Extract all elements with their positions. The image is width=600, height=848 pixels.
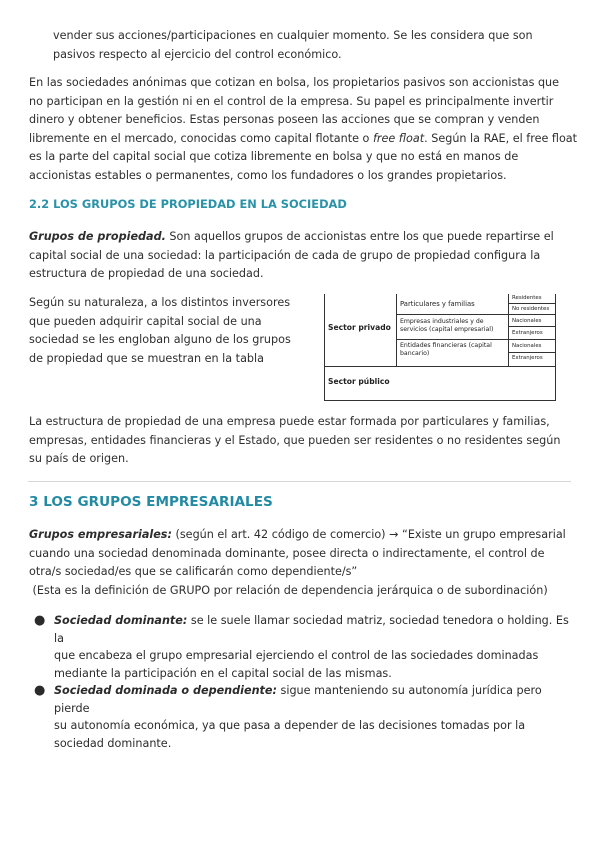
table-divider [509,314,556,315]
text-line: vender sus acciones/participaciones en cualquier momento. Se les considera que son [53,29,533,42]
table-divider [509,326,556,327]
text-line: dinero y obtener beneficios. Estas personas poseen las acciones que se compran y venden [29,113,540,126]
table-divider [508,294,509,366]
text-line [54,682,574,717]
text-line: su autonomía económica, ya que pasa a depender de las decisiones tomadas por la [54,719,526,732]
paragraph-grupos-propiedad [29,228,554,284]
term-sociedad-dominada: Sociedad dominada o dependiente: [54,684,277,697]
text-run: Son aquellos grupos de accionistas entre los que puede repartirse el [165,230,554,243]
table-divider [555,294,556,400]
text-line [29,130,577,149]
text-line: La estructura de propiedad de una empresa puede estar formada por particulares y familias, [29,415,550,428]
text-line [29,526,566,545]
table-row-label: Empresas industriales y de servicios (capital empresarial) [400,318,494,333]
text-line: capital social de una sociedad: la participación de cada de grupo de propiedad configura la [29,248,541,262]
table-sector-publico: Sector público [328,377,390,386]
term-grupos-propiedad: Grupos de propiedad. [29,230,166,243]
paragraph-continuation [53,27,533,64]
table-divider [325,366,556,367]
paragraph-grupos-empresariales [29,526,566,600]
text-run: libremente en el mercado, conocidas como capital flotante o [29,131,373,145]
text-line: sociedad se les engloban alguno de los grupos [29,333,291,346]
text-line: accionistas estables o permanentes, como los fundadores o los grandes propietarios. [29,168,507,182]
text-line: (Esta es la definición de GRUPO por relación de dependencia jerárquica o de subordinación) [29,583,548,597]
list-item [34,682,574,752]
table-divider [397,314,508,315]
text-run: sigue manteniendo su autonomía jurídica pero pierde [54,684,542,715]
text-line: sociedad dominante. [54,736,172,750]
paragraph-bolsa [29,74,577,185]
text-line: pasivos respecto al ejercicio del control económico. [53,47,342,61]
bullet-icon: ● [34,613,46,628]
table-cell: Extranjeros [512,330,543,336]
text-line [54,612,574,647]
text-run: (según el art. 42 código de comercio) → “Existe un grupo empresarial [171,528,566,541]
text-line: de propiedad que se muestran en la tabla [29,351,264,365]
text-line: En las sociedades anónimas que cotizan en bolsa, los propietarios pasivos son accionistas que [29,76,560,89]
text-line: no participan en la gestión ni en el control de la empresa. Su papel es principalmente invertir [29,94,554,108]
table-divider [509,303,556,304]
ownership-groups-table [324,294,556,401]
section-heading-2-2: 2.2 LOS GRUPOS DE PROPIEDAD EN LA SOCIEDAD [29,197,347,211]
text-line: Según su naturaleza, a los distintos inversores [29,296,291,309]
text-line: mediante la participación en el capital social de las mismas. [54,666,392,680]
table-cell: No residentes [512,306,550,312]
table-cell: Nacionales [512,343,542,349]
text-line: cuando una sociedad denominada dominante, posee directa o indirectamente, el control de [29,546,545,560]
text-run: se le suele llamar sociedad matriz, sociedad tenedora o holding. Es la [54,614,569,645]
table-cell: Nacionales [512,318,542,324]
text-line: otra/s sociedad/es que se calificarán como dependiente/s” [29,565,358,578]
table-row-label: Particulares y familias [400,300,475,308]
table-divider [397,339,508,340]
section-heading-3: 3 LOS GRUPOS EMPRESARIALES [29,494,273,510]
text-line: que pueden adquirir capital social de una [29,314,262,328]
section-divider [28,481,571,482]
text-line [29,228,554,247]
free-float-term: free float [372,131,425,145]
text-line: empresas, entidades financieras y el Estado, que pueden ser residentes o no residentes según [29,433,561,447]
table-divider [396,294,397,366]
text-line: que encabeza el grupo empresarial ejerciendo el control de las sociedades dominadas [54,649,539,662]
bullet-icon: ● [34,683,46,698]
paragraph-estructura [29,413,560,469]
term-sociedad-dominante: Sociedad dominante: [54,614,188,627]
text-line: su país de origen. [29,452,129,465]
text-line: estructura de propiedad de una sociedad. [29,267,264,280]
table-cell: Residentes [512,295,542,301]
table-cell: Extranjeros [512,355,543,361]
table-divider [509,352,556,353]
table-divider [509,339,556,340]
paragraph-naturaleza [29,294,291,368]
text-run: . Según la RAE, el free float [424,131,578,145]
term-grupos-empresariales: Grupos empresariales: [29,528,172,541]
bullet-list [34,612,574,752]
list-item [34,612,574,682]
table-row-label: Entidades financieras (capital bancario) [400,342,492,357]
text-line: es la parte del capital social que cotiza libremente en bolsa y que no está en manos de [29,150,519,163]
table-sector-privado: Sector privado [328,323,391,332]
